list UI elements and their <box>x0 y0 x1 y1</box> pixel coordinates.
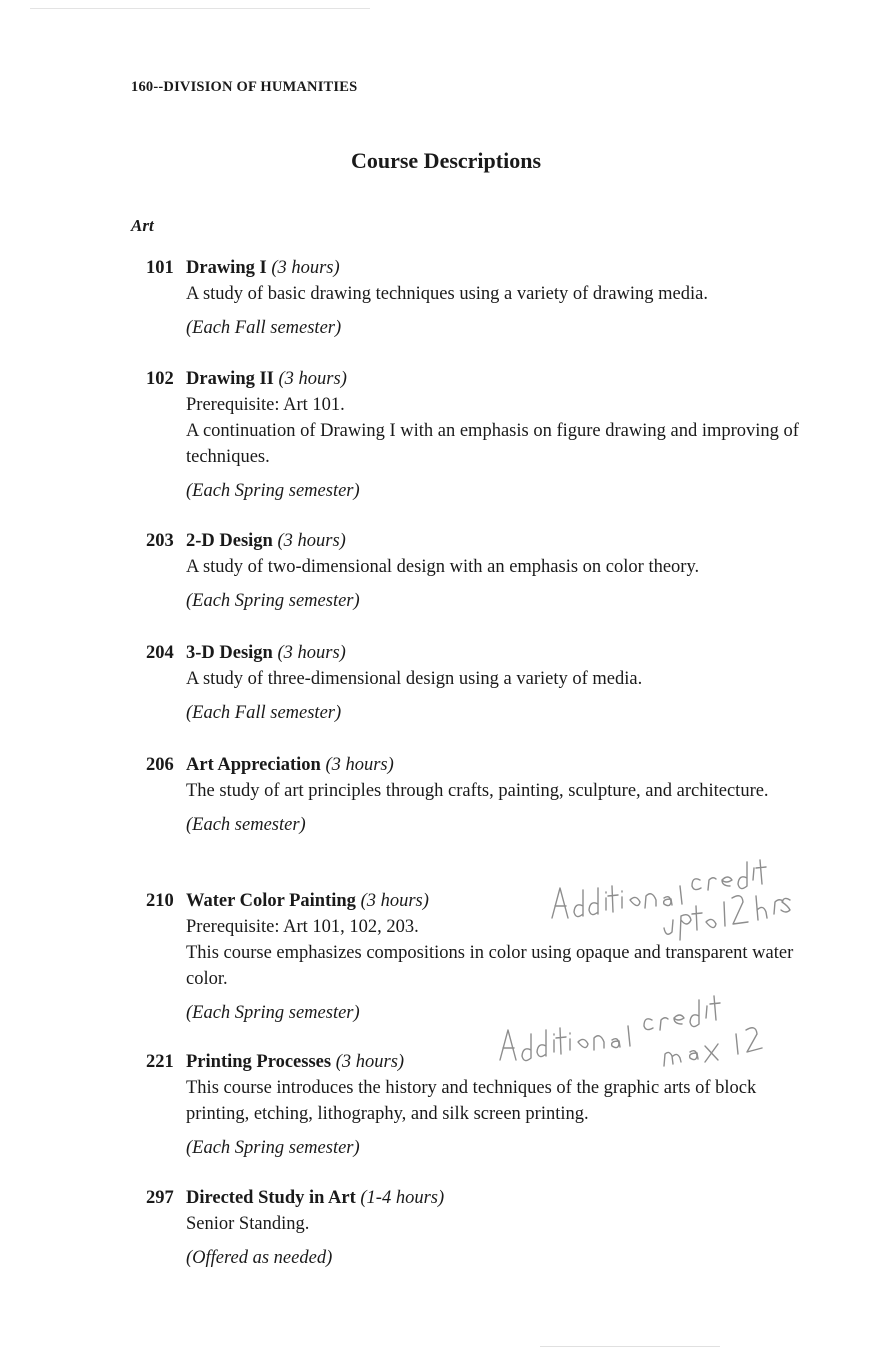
scan-edge-bottom <box>540 1346 720 1347</box>
course-hours: (3 hours) <box>278 369 347 389</box>
course-name: Drawing I <box>186 258 267 278</box>
course-hours: (3 hours) <box>277 531 346 551</box>
course-description: This course emphasizes compositions in color using opaque and transparent water color. <box>186 943 794 989</box>
course-schedule: (Each Spring semester) <box>186 1138 360 1158</box>
course-name: Directed Study in Art <box>186 1188 356 1208</box>
scan-edge-top <box>30 8 370 9</box>
course-name: 3-D Design <box>186 643 273 663</box>
course-prerequisite: Senior Standing. <box>186 1214 310 1234</box>
course-prerequisite: Prerequisite: Art 101. <box>186 395 345 415</box>
course-hours: (1-4 hours) <box>360 1188 445 1208</box>
section-heading-art: Art <box>131 216 154 235</box>
course-number: 221 <box>146 1052 174 1072</box>
course-number: 102 <box>146 369 174 389</box>
course-schedule: (Each Spring semester) <box>186 591 360 611</box>
course-entry <box>146 366 826 504</box>
course-description: A study of two-dimensional design with an emphasis on color theory. <box>186 557 700 577</box>
course-entry <box>146 752 826 838</box>
course-number: 206 <box>146 755 174 775</box>
course-description: A continuation of Drawing I with an emphasis on figure drawing and improving of techniques. <box>186 421 799 467</box>
course-schedule: (Each Spring semester) <box>186 1003 360 1023</box>
course-number: 101 <box>146 258 174 278</box>
course-prerequisite: Prerequisite: Art 101, 102, 203. <box>186 917 419 937</box>
course-entry <box>146 255 826 341</box>
course-hours: (3 hours) <box>325 755 394 775</box>
course-name: Art Appreciation <box>186 755 321 775</box>
course-schedule: (Each Fall semester) <box>186 318 342 338</box>
running-head: 160--DIVISION OF HUMANITIES <box>131 79 358 95</box>
course-schedule: (Each Spring semester) <box>186 481 360 501</box>
course-schedule: (Offered as needed) <box>186 1248 333 1268</box>
course-entry <box>146 1049 826 1161</box>
course-entry <box>146 528 826 614</box>
page-title: Course Descriptions <box>350 148 542 173</box>
course-number: 210 <box>146 891 174 911</box>
course-name: 2-D Design <box>186 531 273 551</box>
course-entry <box>146 640 826 726</box>
course-schedule: (Each semester) <box>186 815 306 835</box>
course-number: 204 <box>146 643 174 663</box>
course-description: A study of three-dimensional design using a variety of media. <box>186 669 643 689</box>
course-entry <box>146 888 826 1026</box>
course-name: Printing Processes <box>186 1052 332 1072</box>
course-schedule: (Each Fall semester) <box>186 703 342 723</box>
course-hours: (3 hours) <box>277 643 346 663</box>
course-hours: (3 hours) <box>335 1052 405 1072</box>
course-hours: (3 hours) <box>360 891 429 911</box>
course-number: 297 <box>146 1188 174 1208</box>
course-number: 203 <box>146 531 174 551</box>
course-name: Drawing II <box>186 369 274 389</box>
course-description: The study of art principles through crafts, painting, sculpture, and architecture. <box>186 781 769 801</box>
course-description: This course introduces the history and techniques of the graphic arts of block printing, etching, lithography, and silk screen printing. <box>186 1078 757 1124</box>
course-name: Water Color Painting <box>186 891 356 911</box>
course-description: A study of basic drawing techniques using a variety of drawing media. <box>186 284 708 304</box>
course-hours: (3 hours) <box>271 258 340 278</box>
course-entry <box>146 1185 826 1271</box>
